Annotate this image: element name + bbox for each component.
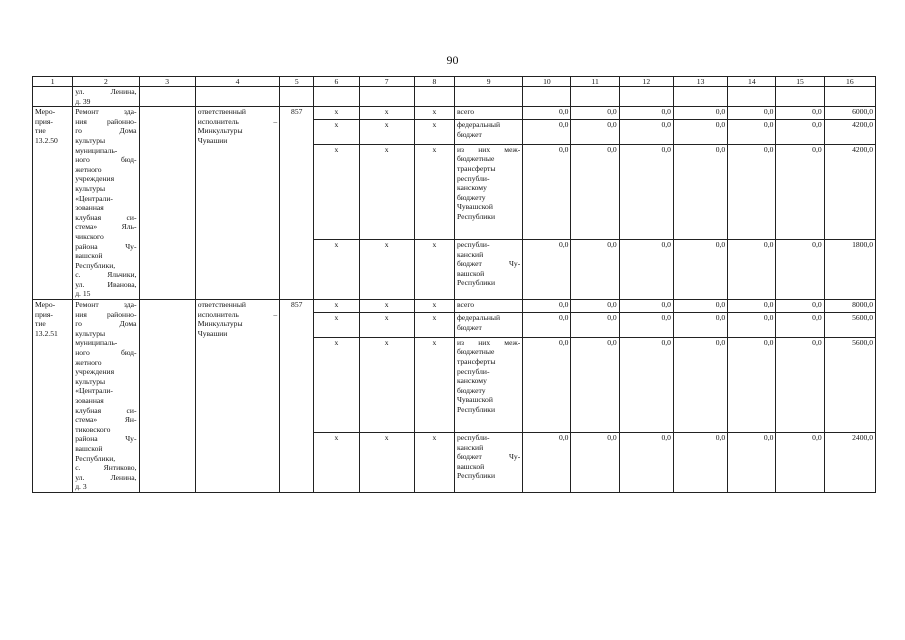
amount-cell: 0,0 <box>728 313 776 338</box>
amount-cell: 0,0 <box>776 107 824 120</box>
column-header-9: 9 <box>454 77 522 87</box>
column-header-8: 8 <box>414 77 454 87</box>
x-cell: x <box>314 144 359 239</box>
object-cell: ул. Ленина, д. 39 <box>73 87 139 107</box>
x-cell: x <box>414 300 454 313</box>
column-header-14: 14 <box>728 77 776 87</box>
funding-source-cell: всего <box>454 107 522 120</box>
amount-cell: 0,0 <box>523 337 571 432</box>
empty-cell <box>728 87 776 107</box>
amount-cell: 0,0 <box>673 107 727 120</box>
amount-cell: 0,0 <box>523 313 571 338</box>
executor-cell: ответственный исполнитель – Минкультуры Чувашии <box>195 107 279 300</box>
x-cell: x <box>414 240 454 300</box>
x-cell: x <box>359 144 414 239</box>
amount-cell: 0,0 <box>571 240 619 300</box>
amount-cell: 0,0 <box>523 300 571 313</box>
x-cell: x <box>414 313 454 338</box>
empty-cell <box>139 87 195 107</box>
funding-source-cell: республи- канский бюджет Чу- вашской Республики <box>454 432 522 492</box>
amount-cell: 0,0 <box>728 107 776 120</box>
amount-cell: 0,0 <box>619 432 673 492</box>
column-header-10: 10 <box>523 77 571 87</box>
funding-source-cell: всего <box>454 300 522 313</box>
x-cell: x <box>314 107 359 120</box>
x-cell: x <box>359 120 414 145</box>
funding-source-cell: из них меж- бюджетные трансферты республи- канскому бюджету Чувашской Республики <box>454 144 522 239</box>
empty-cell <box>280 87 314 107</box>
x-cell: x <box>414 120 454 145</box>
x-cell: x <box>314 313 359 338</box>
empty-cell <box>571 87 619 107</box>
amount-cell: 2400,0 <box>824 432 875 492</box>
amount-cell: 0,0 <box>571 144 619 239</box>
column-header-4: 4 <box>195 77 279 87</box>
amount-cell: 0,0 <box>571 120 619 145</box>
amount-cell: 0,0 <box>571 337 619 432</box>
empty-cell <box>776 87 824 107</box>
empty-cell <box>359 87 414 107</box>
table-body <box>33 77 876 493</box>
empty-cell <box>414 87 454 107</box>
amount-cell: 0,0 <box>728 300 776 313</box>
empty-col3-cell <box>139 300 195 493</box>
amount-cell: 0,0 <box>523 107 571 120</box>
funding-source-cell: федеральный бюджет <box>454 120 522 145</box>
amount-cell: 1800,0 <box>824 240 875 300</box>
funding-source-cell: федеральный бюджет <box>454 313 522 338</box>
amount-cell: 0,0 <box>776 300 824 313</box>
x-cell: x <box>414 107 454 120</box>
amount-cell: 0,0 <box>571 107 619 120</box>
continuation-row <box>33 87 876 107</box>
column-header-12: 12 <box>619 77 673 87</box>
amount-cell: 0,0 <box>673 144 727 239</box>
amount-cell: 0,0 <box>619 300 673 313</box>
x-cell: x <box>414 432 454 492</box>
amount-cell: 0,0 <box>571 313 619 338</box>
amount-cell: 0,0 <box>776 120 824 145</box>
executor-cell: ответственный исполнитель – Минкультуры Чувашии <box>195 300 279 493</box>
column-header-5: 5 <box>280 77 314 87</box>
x-cell: x <box>359 300 414 313</box>
event-name-cell: Меро- прия- тие 13.2.50 <box>33 107 73 300</box>
amount-cell: 0,0 <box>776 240 824 300</box>
amount-cell: 0,0 <box>619 313 673 338</box>
x-cell: x <box>314 120 359 145</box>
amount-cell: 8000,0 <box>824 300 875 313</box>
amount-cell: 0,0 <box>728 432 776 492</box>
object-description-cell: Ремонт зда- ния районно- го Дома культуры муниципаль- ного бюд- жетного учреждения культуры «Централи- зованная клубная си- стема» Яль- чикского района Чу- вашской Республики, с. Яльчики, ул. Иванова, д. 15 <box>73 107 139 300</box>
amount-cell: 0,0 <box>619 107 673 120</box>
empty-cell <box>619 87 673 107</box>
column-header-11: 11 <box>571 77 619 87</box>
amount-cell: 0,0 <box>673 337 727 432</box>
amount-cell: 0,0 <box>619 240 673 300</box>
empty-cell <box>824 87 875 107</box>
column-header-13: 13 <box>673 77 727 87</box>
amount-cell: 0,0 <box>673 240 727 300</box>
empty-cell <box>314 87 359 107</box>
table-row <box>33 107 876 120</box>
funding-source-cell: из них меж- бюджетные трансферты республи- канскому бюджету Чувашской Республики <box>454 337 522 432</box>
amount-cell: 4200,0 <box>824 120 875 145</box>
funding-source-cell: республи- канский бюджет Чу- вашской Республики <box>454 240 522 300</box>
amount-cell: 5600,0 <box>824 313 875 338</box>
amount-cell: 0,0 <box>728 120 776 145</box>
amount-cell: 4200,0 <box>824 144 875 239</box>
amount-cell: 0,0 <box>523 120 571 145</box>
empty-col3-cell <box>139 107 195 300</box>
amount-cell: 0,0 <box>776 144 824 239</box>
amount-cell: 0,0 <box>571 300 619 313</box>
amount-cell: 0,0 <box>673 120 727 145</box>
amount-cell: 0,0 <box>619 337 673 432</box>
x-cell: x <box>414 144 454 239</box>
empty-cell <box>195 87 279 107</box>
x-cell: x <box>314 240 359 300</box>
amount-cell: 0,0 <box>523 432 571 492</box>
amount-cell: 0,0 <box>728 240 776 300</box>
column-header-6: 6 <box>314 77 359 87</box>
amount-cell: 0,0 <box>571 432 619 492</box>
budget-table <box>32 76 876 493</box>
event-cell <box>33 87 73 107</box>
amount-cell: 0,0 <box>776 313 824 338</box>
column-header-7: 7 <box>359 77 414 87</box>
amount-cell: 6000,0 <box>824 107 875 120</box>
column-header-2: 2 <box>73 77 139 87</box>
x-cell: x <box>359 240 414 300</box>
amount-cell: 0,0 <box>673 313 727 338</box>
amount-cell: 0,0 <box>776 432 824 492</box>
x-cell: x <box>359 337 414 432</box>
amount-cell: 0,0 <box>776 337 824 432</box>
x-cell: x <box>359 432 414 492</box>
x-cell: x <box>359 313 414 338</box>
event-name-cell: Меро- прия- тие 13.2.51 <box>33 300 73 493</box>
code-cell: 857 <box>280 107 314 300</box>
x-cell: x <box>314 337 359 432</box>
amount-cell: 0,0 <box>673 432 727 492</box>
empty-cell <box>454 87 522 107</box>
x-cell: x <box>414 337 454 432</box>
header-row <box>33 77 876 87</box>
column-header-16: 16 <box>824 77 875 87</box>
page-number: 90 <box>446 53 459 67</box>
amount-cell: 0,0 <box>619 120 673 145</box>
amount-cell: 0,0 <box>728 144 776 239</box>
x-cell: x <box>314 432 359 492</box>
column-header-1: 1 <box>33 77 73 87</box>
empty-cell <box>673 87 727 107</box>
column-header-15: 15 <box>776 77 824 87</box>
object-description-cell: Ремонт зда- ния районно- го Дома культуры муниципаль- ного бюд- жетного учреждения культуры «Централи- зованная клубная си- стема» Ян- тиковского района Чу- вашской Республики, с. Янтиково, ул. Ленина, д. 3 <box>73 300 139 493</box>
x-cell: x <box>314 300 359 313</box>
code-cell: 857 <box>280 300 314 493</box>
amount-cell: 0,0 <box>523 144 571 239</box>
amount-cell: 5600,0 <box>824 337 875 432</box>
amount-cell: 0,0 <box>619 144 673 239</box>
table-row <box>33 300 876 313</box>
x-cell: x <box>359 107 414 120</box>
amount-cell: 0,0 <box>523 240 571 300</box>
column-header-3: 3 <box>139 77 195 87</box>
amount-cell: 0,0 <box>728 337 776 432</box>
empty-cell <box>523 87 571 107</box>
amount-cell: 0,0 <box>673 300 727 313</box>
